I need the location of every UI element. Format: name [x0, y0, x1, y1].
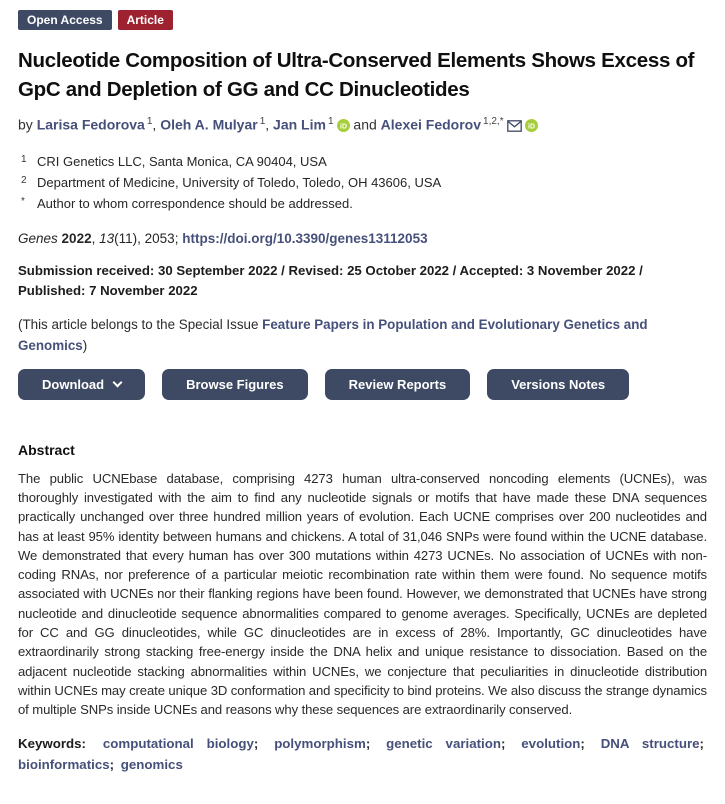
keyword-separator: ; — [699, 735, 704, 751]
special-issue-prefix: (This article belongs to the Special Issue — [18, 316, 259, 332]
author-link[interactable]: Jan Lim — [273, 116, 326, 133]
citation-volume: 13 — [99, 230, 115, 246]
author-link[interactable]: Oleh A. Mulyar — [160, 116, 258, 133]
keyword-link[interactable]: bioinformatics — [18, 756, 110, 772]
citation-issue-pages: (11), 2053; — [114, 230, 179, 246]
doi-link[interactable]: https://doi.org/10.3390/genes13112053 — [182, 230, 428, 246]
action-toolbar — [18, 369, 707, 400]
byline — [18, 111, 707, 136]
svg-text:iD: iD — [339, 122, 347, 130]
keyword-link[interactable]: polymorphism — [274, 735, 366, 751]
affiliation-text: CRI Genetics LLC, Santa Monica, CA 90404, USA — [37, 153, 327, 169]
author-affil-sup: 1,2,* — [483, 116, 504, 127]
versions-notes-button[interactable] — [487, 369, 629, 400]
affiliation-marker: 2 — [21, 174, 27, 186]
author-link[interactable]: Larisa Fedorova — [36, 116, 145, 133]
keyword-link[interactable]: computational biology — [102, 735, 254, 751]
keyword-separator: ; — [365, 735, 371, 751]
affiliations-list — [18, 151, 707, 214]
review-reports-label: Review Reports — [348, 376, 447, 392]
and-label: and — [353, 116, 377, 133]
citation-comma: , — [91, 230, 96, 246]
keyword-link[interactable]: DNA structure — [600, 735, 700, 751]
submission-dates: Submission received: 30 September 2022 / Revised: 25 October 2022 / Accepted: 3 November 2022 / Published: 7 November 2022 — [18, 262, 643, 298]
keyword-separator: ; — [500, 735, 506, 751]
affiliation-marker: * — [21, 195, 25, 207]
keywords-row — [18, 733, 707, 775]
chevron-down-icon — [113, 377, 123, 387]
orcid-icon[interactable] — [337, 119, 350, 132]
affiliation-marker: 1 — [21, 153, 27, 165]
review-reports-button[interactable] — [325, 369, 471, 400]
citation-line — [18, 229, 707, 248]
affiliation-text: Author to whom correspondence should be addressed. — [37, 195, 353, 211]
abstract-heading: Abstract — [18, 441, 75, 458]
badges-row — [18, 10, 707, 30]
svg-text:iD: iD — [527, 122, 535, 130]
author-link[interactable]: Alexei Fedorov — [380, 116, 482, 133]
affiliation-item — [18, 151, 707, 172]
browse-figures-label: Browse Figures — [186, 376, 284, 392]
keyword-separator: ; — [253, 735, 259, 751]
by-label: by — [18, 116, 33, 133]
keywords-label: Keywords: — [18, 735, 86, 751]
keyword-separator: ; — [109, 756, 115, 772]
keyword-separator: ; — [580, 735, 585, 751]
journal-name: Genes — [18, 230, 58, 246]
abstract-text: The public UCNEbase database, comprising 4273 human ultra-conserved noncoding elements (UCNEs), was thoroughly investigated with the aim to find any nucleotide signals or motifs that have made these DNA sequences practically unchanged over three hundred million years of evolution. Each UCNE comprises over 200 nucleotides and has at least 95% identity between humans and chickens. A total of 31,046 SNPs were found within the UCNE database. We demonstrated that every human has over 300 mutations within 4273 UCNEs. No association of UCNEs with non-coding RNAs, nor preference of a particular meiotic recombination rate within them were found. No sequence motifs associated with UCNEs nor their flanking regions have been found. However, we demonstrated that UCNEs have strong nucleotide and dinucleotide sequence abnormalities compared to genome averages. Specifically, UCNEs are depleted for CC and GG dinucleotides, while GC dinucleotides are in excess of 28%. Importantly, GC dinucleotides have extraordinarily strong stacking free-energy inside the DNA helix and unique resistance to dissociation. Based on the adjacent nucleotide stacking abnormalities within UCNEs, we conjecture that peculiarities in dinucleotide distribution within UCNEs may create unique 3D conformation and specificity to bind proteins. We also discuss the strange dynamics of multiple SNPs inside UCNEs and reasons why these sequences are extraordinarily conserved. — [18, 470, 707, 718]
orcid-icon[interactable] — [525, 119, 538, 132]
keyword-link[interactable]: genetic variation — [386, 735, 501, 751]
keyword-link[interactable]: genomics — [120, 756, 183, 772]
versions-notes-label: Versions Notes — [511, 376, 606, 392]
open-access-badge: Open Access — [18, 10, 112, 30]
mail-icon[interactable] — [507, 120, 522, 132]
keyword-link[interactable]: evolution — [521, 735, 581, 751]
author-separator: , — [265, 116, 270, 133]
download-button-label: Download — [42, 376, 105, 392]
download-button[interactable] — [18, 369, 145, 400]
author-affil-sup: 1 — [146, 116, 153, 127]
article-type-badge: Article — [118, 10, 173, 30]
special-issue-note — [18, 314, 707, 356]
author-affil-sup: 1 — [327, 116, 334, 127]
affiliation-text: Department of Medicine, University of Toledo, Toledo, OH 43606, USA — [37, 174, 442, 190]
affiliation-item — [18, 172, 707, 193]
special-issue-link[interactable]: Feature Papers in Population and Evolutionary Genetics and Genomics — [18, 316, 648, 353]
article-title: Nucleotide Composition of Ultra-Conserved Elements Shows Excess of GpC and Depletion of GG and CC Dinucleotides — [18, 49, 695, 101]
affiliation-item — [18, 193, 707, 214]
citation-year: 2022 — [61, 230, 92, 246]
special-issue-suffix: ) — [82, 337, 88, 353]
author-separator: , — [152, 116, 157, 133]
browse-figures-button[interactable] — [162, 369, 308, 400]
author-affil-sup: 1 — [259, 116, 266, 127]
